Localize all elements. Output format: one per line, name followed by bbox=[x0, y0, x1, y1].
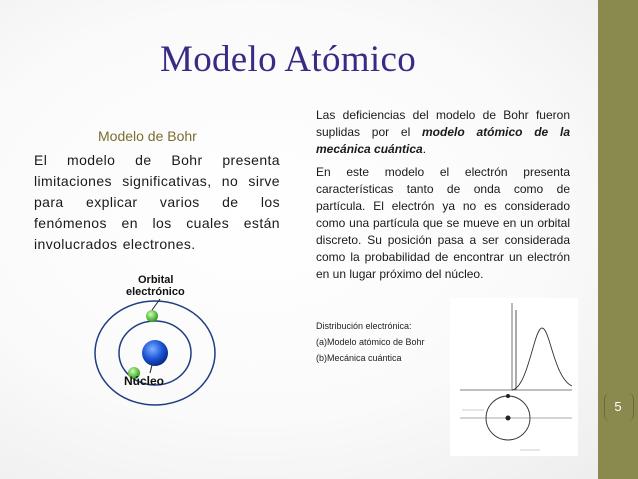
distribution-item-b: (b)Mecánica cuántica bbox=[316, 353, 402, 363]
quantum-text-block bbox=[316, 107, 570, 289]
p1-text-before: Las deficiencias del modelo de Bohr fueron suplidas por el bbox=[316, 108, 570, 139]
probability-curve bbox=[512, 328, 572, 390]
bohr-subtitle: Modelo de Bohr bbox=[98, 128, 197, 144]
electronico-label: electrónico bbox=[126, 286, 185, 298]
orbital-label: Orbital bbox=[138, 274, 174, 286]
nucleus-sphere bbox=[142, 340, 168, 366]
nucleus-pointer-line bbox=[150, 365, 152, 373]
quantum-paragraph-2: En este modelo el electrón presenta características tanto de onda como de partícula. El electrón ya no es considerado como una partícula que se mueve en un orbital discreto. Su posición pasa a ser considerada como la probabilidad de encontrar un electrón en un lugar próximo del núcleo. bbox=[316, 165, 570, 281]
distribution-caption bbox=[316, 318, 466, 366]
nucleus-label: Núcleo bbox=[124, 374, 165, 388]
bohr-paragraph: El modelo de Bohr presenta limitaciones significativas, no sirve para explicar varios de los fenómenos en los cuales están involucrados electrones. bbox=[34, 152, 280, 252]
orbital-probability-figure bbox=[450, 298, 578, 456]
electron-dot bbox=[506, 394, 510, 398]
quantum-paragraph-1 bbox=[316, 107, 570, 158]
p1-text-after: . bbox=[422, 142, 427, 156]
electron-sphere-top bbox=[146, 310, 158, 322]
p1-emphasis: modelo atómico de la mecánica cuántica bbox=[316, 125, 570, 156]
distribution-item-a: (a)Modelo atómico de Bohr bbox=[316, 337, 425, 347]
distribution-title: Distribución electrónica: bbox=[316, 321, 412, 331]
slide-title: Modelo Atómico bbox=[160, 39, 416, 80]
page-number: 5 bbox=[614, 399, 622, 414]
bohr-atom-figure bbox=[90, 265, 290, 455]
nucleus-dot bbox=[506, 416, 511, 421]
